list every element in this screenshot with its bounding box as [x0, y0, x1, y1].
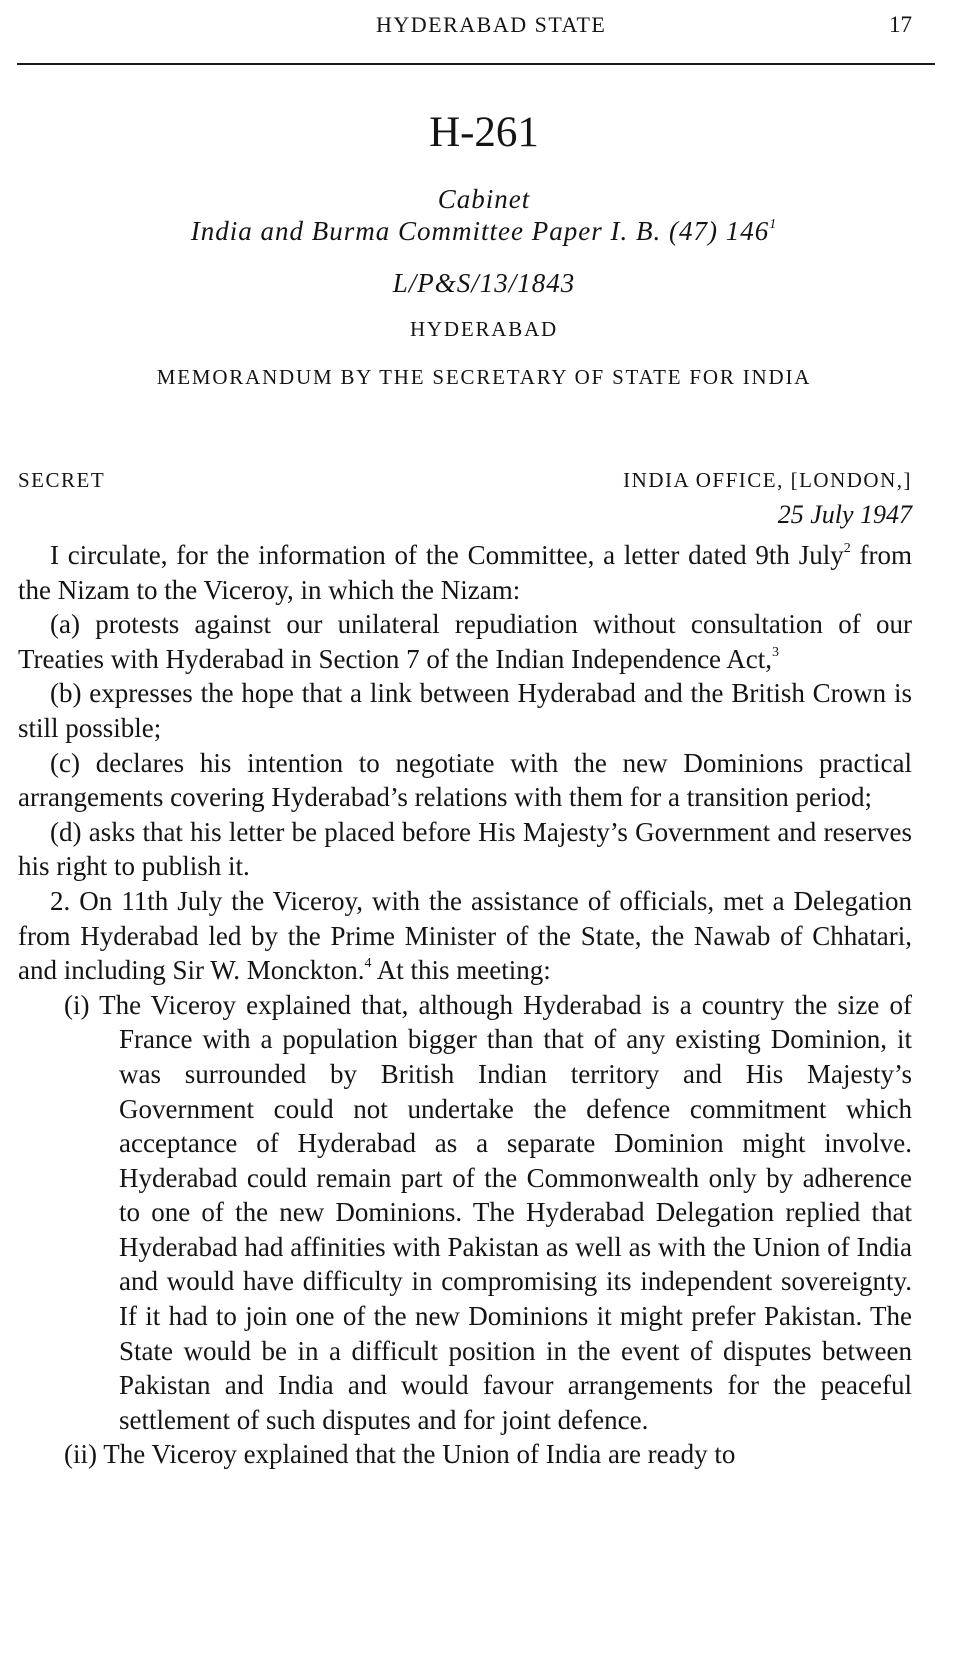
document-number: H-261 — [429, 109, 539, 156]
reference-line: L/P&S/13/1843 — [392, 268, 576, 298]
sub-item-ii: (ii) The Viceroy explained that the Union of India are ready to — [64, 1439, 736, 1470]
document-date: 25 July 1947 — [777, 500, 912, 529]
header-rule — [17, 63, 935, 65]
item-a-text: (a) protests against our unilateral repudiation without consultation of our Treaties with Hyderabad in Section 7 of the Indian Independence Act, — [18, 609, 912, 674]
list-item-b: (b) expresses the hope that a link between Hyderabad and the British Crown is still possible; — [18, 678, 912, 743]
sub-item-i: (i) The Viceroy explained that, although Hyderabad is a country the size of France with a population bigger than that of any existing Dominion, it was surrounded by British Indian territory and His Majesty’s Government could not undertake the defence commitment which acceptance of Hyderabad as a separate Dominion might involve. Hyderabad could remain part of the Commonwealth only by adherence to one of the new Dominions. The Hyderabad Delegation replied that Hyderabad had affinities with Pakistan as well as with the Union of India and would have difficulty in compromising its independent sovereignty. If it had to join one of the new Dominions it might prefer Pakistan. The State would be in a difficult position in the event of disputes between Pakistan and India and would favour arrangements for the peaceful settlement of such disputes and for joint defence. — [64, 989, 912, 1435]
footnote-ref-2: 2 — [843, 541, 851, 556]
page-number: 17 — [889, 12, 912, 37]
intro-text-a: I circulate, for the information of the Committee, a letter dated 9th July — [50, 540, 844, 570]
footnote-ref-3: 3 — [772, 644, 780, 660]
classification-label: SECRET — [18, 468, 106, 492]
list-item-c: (c) declares his intention to negotiate with the new Dominions practical arrangements covering Hyderabad’s relations with them for a transition period; — [18, 747, 912, 813]
running-head: HYDERABAD STATE — [376, 12, 607, 37]
paragraph-2 — [18, 884, 912, 988]
footnote-ref-1: 1 — [769, 217, 778, 232]
committee-paper-line — [0, 216, 968, 247]
committee-paper: India and Burma Committee Paper I. B. (47) 146 — [190, 216, 770, 246]
footnote-ref-4: 4 — [364, 956, 372, 972]
subject-line: HYDERABAD — [409, 317, 559, 341]
cabinet-line: Cabinet — [437, 184, 531, 214]
memo-body — [18, 538, 912, 1472]
intro-text-b: from the Nizam to the Viceroy, in which the Nizam: — [18, 540, 913, 605]
memo-title: MEMORANDUM BY THE SECRETARY OF STATE FOR INDIA — [156, 365, 812, 389]
intro-paragraph — [18, 538, 912, 607]
para2-text-b: At this meeting: — [371, 955, 551, 986]
page-header — [0, 6, 968, 46]
office-address: INDIA OFFICE, [LONDON,] — [623, 468, 912, 492]
para2-text-a: 2. On 11th July the Viceroy, with the assistance of officials, met a Delegation from Hyderabad led by the Prime Minister of the State, the Nawab of Chhatari, and including Sir W. Monckton. — [18, 885, 912, 986]
list-item-d: (d) asks that his letter be placed before His Majesty’s Government and reserves his right to publish it. — [18, 816, 912, 882]
list-item-a — [18, 607, 912, 676]
